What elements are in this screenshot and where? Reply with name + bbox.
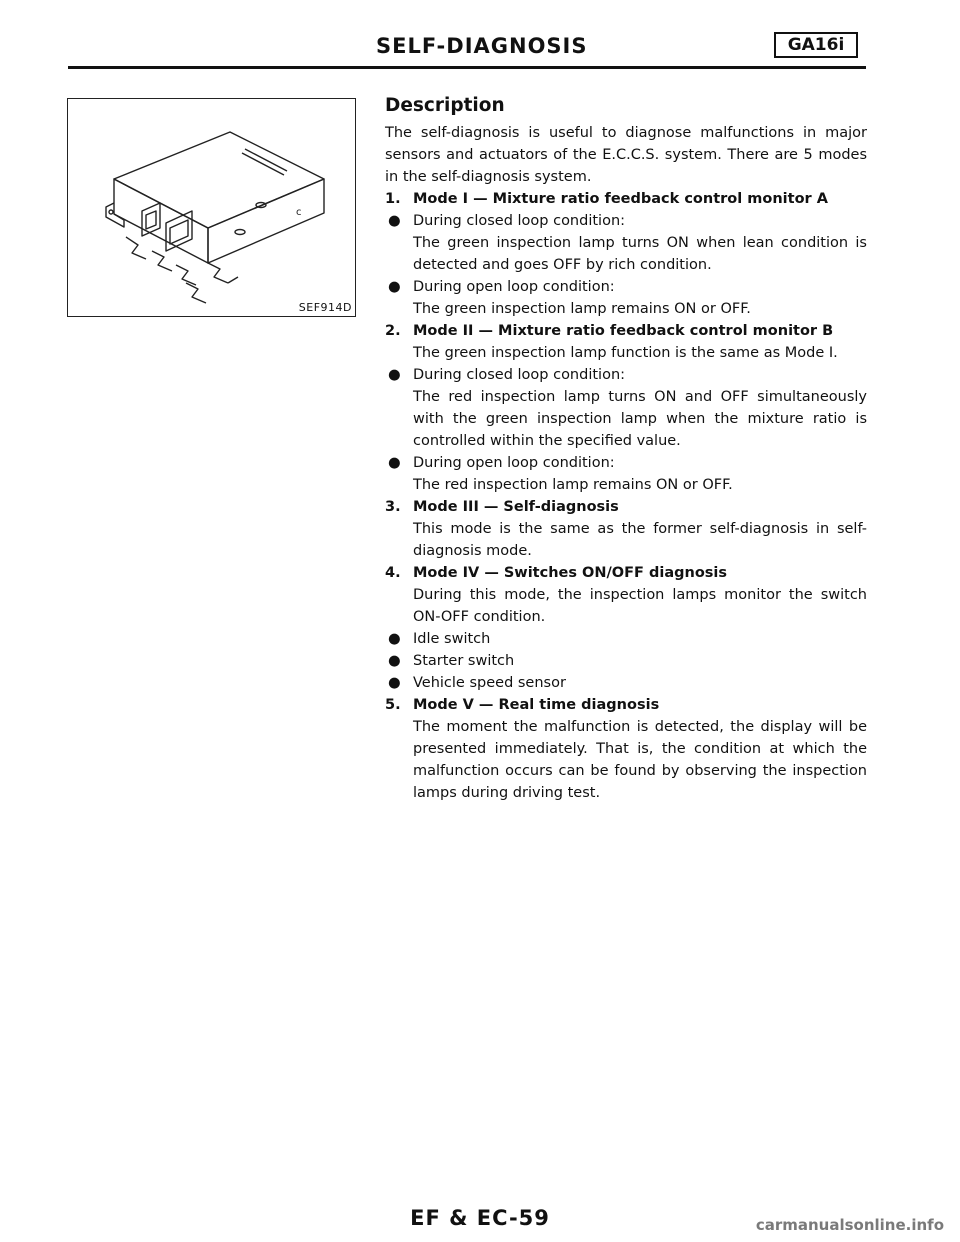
mode-number: 5.	[385, 697, 401, 713]
bullet-detail: The green inspection lamp turns ON when lean condition is detected and goes OFF by rich condition.	[413, 235, 867, 273]
mode-number: 2.	[385, 323, 401, 339]
ecu-unit-drawing	[68, 99, 357, 318]
bullet-item: ● During open loop condition:	[385, 452, 867, 474]
mode-number: 1.	[385, 191, 401, 207]
mode-description: This mode is the same as the former self-diagnosis in self-diagnosis mode.	[413, 521, 867, 559]
bullet-item: ● Starter switch	[385, 650, 867, 672]
bullet-icon: ●	[388, 455, 401, 471]
mode-description: The green inspection lamp function is the same as Mode I.	[413, 345, 838, 361]
mode-5-title	[385, 694, 867, 716]
page-number: EF & EC-59	[410, 1206, 550, 1230]
bullet-item: ● During closed loop condition:	[385, 364, 867, 386]
bullet-icon: ●	[388, 213, 401, 229]
bullet-detail: The red inspection lamp remains ON or OFF.	[413, 477, 733, 493]
mode-description: During this mode, the inspection lamps monitor the switch ON-OFF condition.	[413, 587, 867, 625]
bullet-item: ● Idle switch	[385, 628, 867, 650]
bullet-item: ● During open loop condition:	[385, 276, 867, 298]
mode-number: 3.	[385, 499, 401, 515]
mode-description: The moment the malfunction is detected, the display will be presented immediately. That is, the condition at which the malfunction occurs can be found by observing the inspection lamps during driving test.	[413, 719, 867, 801]
description-section	[385, 94, 867, 804]
bullet-detail: The green inspection lamp remains ON or OFF.	[413, 301, 751, 317]
figure-code: SEF914D	[298, 301, 352, 314]
bullet-item: ● During closed loop condition:	[385, 210, 867, 232]
mode-4-title	[385, 562, 867, 584]
mode-number: 4.	[385, 565, 401, 581]
mode-title-text: Mode V — Real time diagnosis	[413, 697, 660, 713]
engine-badge: GA16i	[774, 32, 858, 58]
bullet-icon: ●	[388, 279, 401, 295]
mode-title-text: Mode I — Mixture ratio feedback control monitor A	[413, 191, 828, 207]
ecu-illustration	[67, 98, 356, 317]
header-rule	[68, 66, 866, 69]
mode-1-title	[385, 188, 867, 210]
mode-title-text: Mode II — Mixture ratio feedback control monitor B	[413, 323, 834, 339]
watermark: carmanualsonline.info	[755, 1216, 944, 1234]
bullet-icon: ●	[388, 675, 401, 691]
page-header	[68, 30, 866, 70]
mode-title-text: Mode III — Self-diagnosis	[413, 499, 619, 515]
intro-paragraph: The self-diagnosis is useful to diagnose malfunctions in major sensors and actuators of the E.C.C.S. system. There are 5 modes in the self-diagnosis system.	[385, 125, 867, 185]
mode-2-title	[385, 320, 867, 342]
bullet-icon: ●	[388, 631, 401, 647]
svg-text:c: c	[296, 207, 302, 218]
bullet-detail: The red inspection lamp turns ON and OFF simultaneously with the green inspection lamp when the mixture ratio is controlled within the specified value.	[413, 389, 867, 449]
section-heading: Description	[385, 95, 505, 116]
bullet-icon: ●	[388, 367, 401, 383]
bullet-item: ● Vehicle speed sensor	[385, 672, 867, 694]
mode-3-title	[385, 496, 867, 518]
mode-title-text: Mode IV — Switches ON/OFF diagnosis	[413, 565, 728, 581]
page-title: SELF-DIAGNOSIS	[376, 34, 588, 58]
bullet-icon: ●	[388, 653, 401, 669]
